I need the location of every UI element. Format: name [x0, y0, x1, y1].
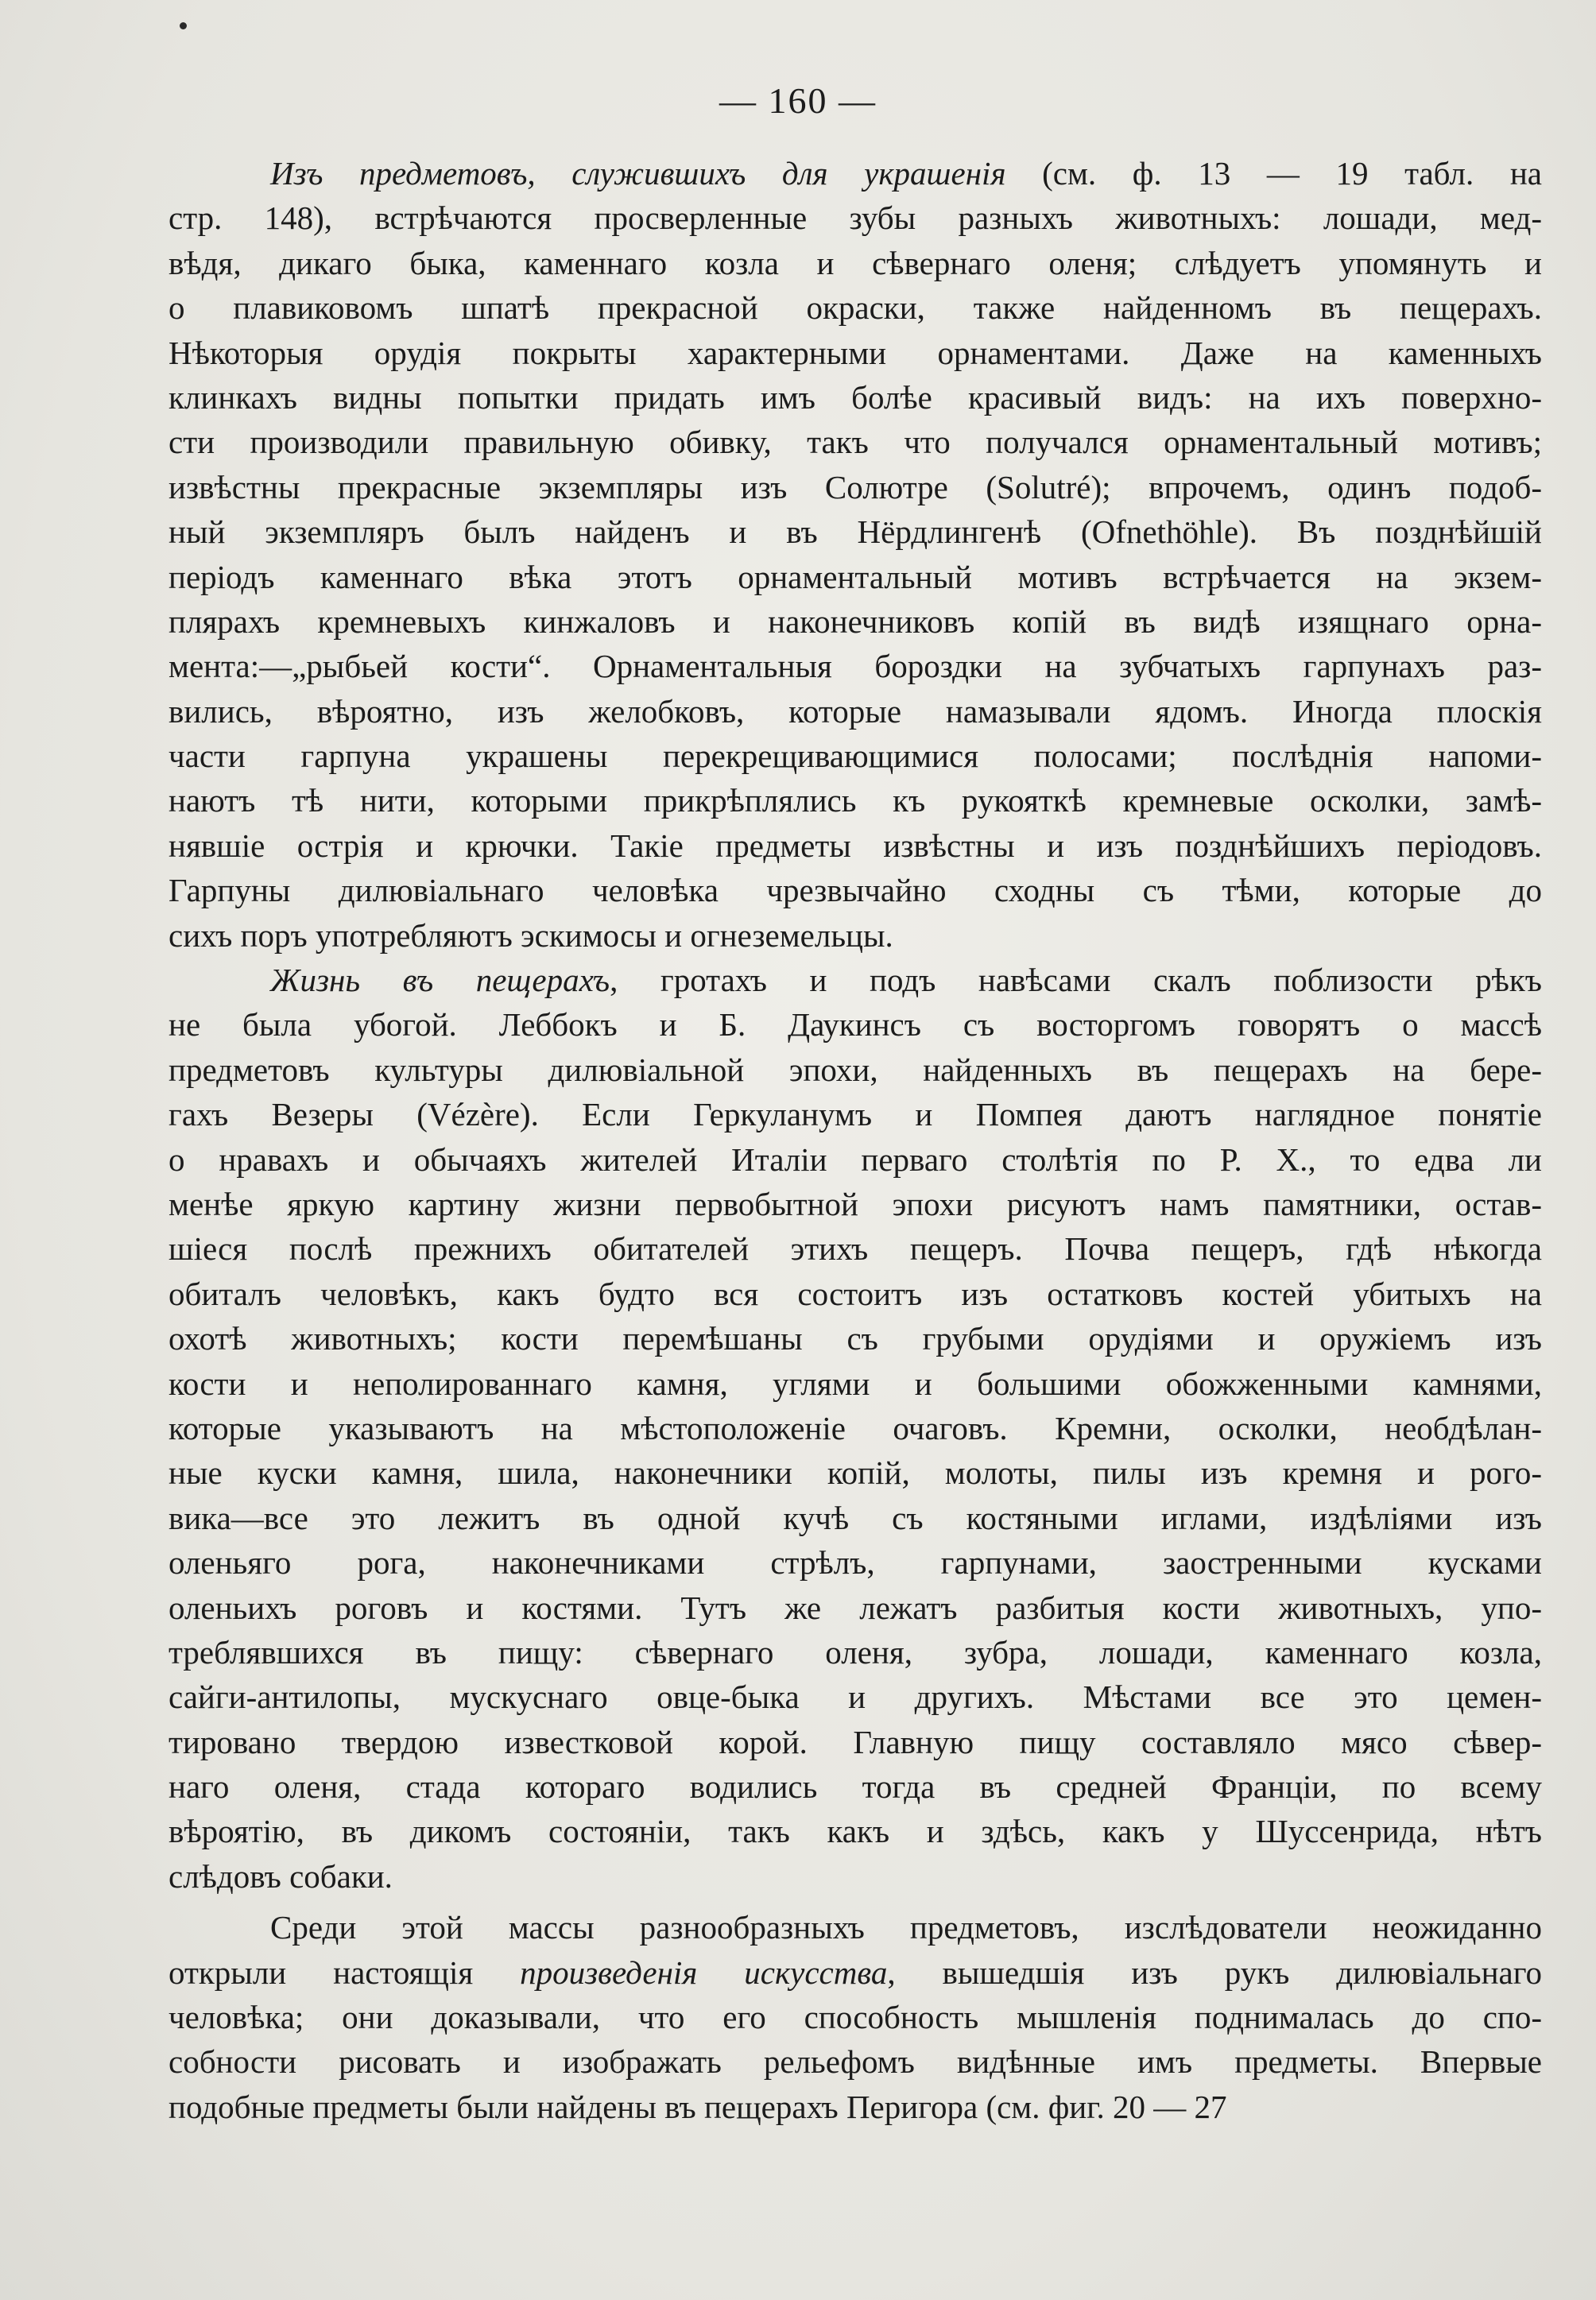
text-line: Среди этой массы разнообразныхъ предметовъ, изслѣдователи неожиданно [270, 1909, 1542, 1946]
text-line: обиталъ человѣкъ, какъ будто вся состоитъ изъ остатковъ костей убитыхъ на [169, 1275, 1542, 1312]
text-line: тировано твердою известковой корой. Главную пищу составляло мясо сѣвер- [169, 1723, 1542, 1760]
text-line: клинкахъ видны попытки придать имъ болѣе красивый видъ: на ихъ поверхно- [169, 378, 1542, 416]
text-line: которые указываютъ на мѣстоположеніе очаговъ. Кремни, осколки, необдѣлан- [169, 1409, 1542, 1446]
text-line: извѣстны прекрасные экземпляры изъ Солютре (Solutré); впрочемъ, одинъ подоб- [169, 468, 1542, 505]
text-line: кости и неполированнаго камня, углями и большими обожженными камнями, [169, 1365, 1542, 1402]
text-line: мента:—„рыбьей кости“. Орнаментальныя бороздки на зубчатыхъ гарпунахъ раз- [169, 648, 1542, 685]
text-line: стр. 148), встрѣчаются просверленные зубы разныхъ животныхъ: лошади, мед- [169, 199, 1542, 237]
text-line: сихъ поръ употребляютъ эскимосы и огнеземельцы. [169, 916, 893, 954]
text-line: нявшіе острія и крючки. Такіе предметы извѣстны и изъ позднѣйшихъ періодовъ. [169, 827, 1542, 864]
text-line: сти производили правильную обивку, такъ что получался орнаментальный мотивъ; [169, 424, 1542, 461]
paragraph [169, 1905, 1542, 2129]
paragraph [169, 958, 1542, 1899]
text-line: шіеся послѣ прежнихъ обитателей этихъ пещеръ. Почва пещеръ, гдѣ нѣкогда [169, 1230, 1542, 1268]
text-line: оленьяго рога, наконечниками стрѣлъ, гарпунами, заостренными кусками [169, 1544, 1542, 1582]
text-line: вѣдя, дикаго быка, каменнаго козла и сѣвернаго оленя; слѣдуетъ упомянуть и [169, 244, 1542, 281]
text-line: ные куски камня, шила, наконечники копій, молоты, пилы изъ кремня и рого- [169, 1454, 1542, 1492]
text-line: о нравахъ и обычаяхъ жителей Италіи перваго столѣтія по Р. Х., то едва ли [169, 1140, 1542, 1178]
text-line: о плавиковомъ шпатѣ прекрасной окраски, также найденномъ въ пещерахъ. [169, 289, 1542, 327]
text-line: наго оленя, стада котораго водились тогда въ средней Франціи, по всему [169, 1768, 1542, 1806]
text-line: слѣдовъ собаки. [169, 1857, 393, 1895]
text-line: не была убогой. Леббокъ и Б. Даукинсъ съ восторгомъ говорятъ о массѣ [169, 1006, 1542, 1044]
italic-phrase: Изъ предметовъ, служившихъ для украшенія [270, 155, 1006, 192]
paragraph [169, 151, 1542, 958]
text-line: наютъ тѣ нити, которыми прикрѣплялись къ рукояткѣ кремневые осколки, замѣ- [169, 782, 1542, 819]
text-line: части гарпуна украшены перекрещивающимися полосами; послѣднія напоми- [169, 738, 1542, 775]
text-line: Гарпуны дилювіальнаго человѣка чрезвычайно сходны съ тѣми, которые до [169, 872, 1542, 909]
page-number: — 160 — [719, 80, 877, 121]
text-line: открыли настоящія произведенія искусства, вышедшія изъ рукъ дилювіальнаго [169, 1953, 1543, 1991]
text-line: вились, вѣроятно, изъ желобковъ, которые намазывали ядомъ. Иногда плоскія [169, 692, 1542, 730]
text-line: треблявшихся въ пищу: сѣвернаго оленя, зубра, лошади, каменнаго козла, [169, 1633, 1542, 1671]
text-line: подобные предметы были найдены въ пещерахъ Перигора (см. фиг. 20 — 27 [169, 2088, 1227, 2125]
text-line: Изъ предметовъ, служившихъ для украшенія (см. ф. 13 — 19 табл. на [270, 155, 1542, 192]
text-line: сайги-антилопы, мускуснаго овце-быка и другихъ. Мѣстами все это цемен- [169, 1679, 1542, 1716]
text-line: Жизнь въ пещерахъ, гротахъ и подъ навѣсами скалъ поблизости рѣкъ [270, 962, 1542, 999]
text-line: оленьихъ роговъ и костями. Тутъ же лежатъ разбитыя кости животныхъ, упо- [169, 1589, 1542, 1626]
text-line: плярахъ кремневыхъ кинжаловъ и наконечниковъ копій въ видѣ изящнаго орна- [169, 602, 1542, 640]
page-body [169, 151, 1542, 2129]
text-line: Нѣкоторыя орудія покрыты характерными орнаментами. Даже на каменныхъ [169, 334, 1542, 371]
text-line: охотѣ животныхъ; кости перемѣшаны съ грубыми орудіями и оружіемъ изъ [169, 1320, 1542, 1357]
italic-phrase: произведенія искусства [520, 1953, 888, 1991]
text-line: человѣка; они доказывали, что его способность мышленія поднималась до спо- [169, 1999, 1542, 2036]
text-line: ный экземпляръ былъ найденъ и въ Нёрдлингенѣ (Ofnethöhle). Въ позднѣйшій [169, 513, 1542, 551]
ink-speck [180, 22, 187, 29]
text-line: менѣе яркую картину жизни первобытной эпохи рисуютъ намъ памятники, остав- [169, 1185, 1542, 1222]
text-line: собности рисовать и изображать рельефомъ видѣнные имъ предметы. Впервые [169, 2043, 1542, 2081]
text-line: предметовъ культуры дилювіальной эпохи, найденныхъ въ пещерахъ на бере- [169, 1051, 1542, 1088]
italic-phrase: Жизнь въ пещерахъ [270, 962, 610, 999]
text-line: вика—все это лежитъ въ одной кучѣ съ костяными иглами, издѣліями изъ [169, 1499, 1542, 1536]
text-line: вѣроятію, въ дикомъ состояніи, такъ какъ и здѣсь, какъ у Шуссенрида, нѣтъ [169, 1813, 1542, 1850]
text-line: гахъ Везеры (Vézère). Если Геркуланумъ и Помпея даютъ наглядное понятіе [169, 1096, 1542, 1133]
text-line: періодъ каменнаго вѣка этотъ орнаментальный мотивъ встрѣчается на экзем- [169, 558, 1542, 595]
